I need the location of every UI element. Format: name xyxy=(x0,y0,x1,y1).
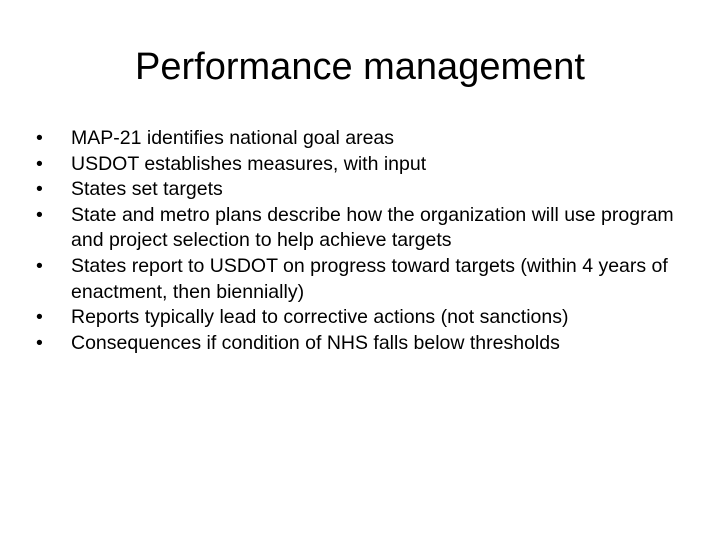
bullet-text: Reports typically lead to corrective actions (not sanctions) xyxy=(71,306,569,329)
bullet-text: States report to USDOT on progress toward targets (within 4 years of enactment, then biennially) xyxy=(71,254,668,303)
slide-title: Performance management xyxy=(135,46,585,88)
bullet-icon: • xyxy=(36,127,43,149)
list-item xyxy=(36,254,686,305)
bullet-text: Consequences if condition of NHS falls below thresholds xyxy=(71,331,560,354)
list-item xyxy=(36,203,686,254)
bullet-list xyxy=(36,126,686,356)
bullet-text: MAP-21 identifies national goal areas xyxy=(71,127,395,149)
bullet-icon: • xyxy=(36,178,43,201)
bullet-icon: • xyxy=(36,152,43,175)
list-item xyxy=(36,177,686,203)
list-item xyxy=(36,152,686,178)
bullet-text: State and metro plans describe how the organization will use program and project selection to help achieve targets xyxy=(71,203,674,252)
list-item xyxy=(36,331,686,357)
bullet-icon: • xyxy=(36,203,43,226)
list-item xyxy=(36,126,686,152)
bullet-text: States set targets xyxy=(71,178,223,201)
bullet-icon: • xyxy=(36,331,43,354)
bullet-icon: • xyxy=(36,254,43,277)
list-item xyxy=(36,305,686,331)
bullet-text: USDOT establishes measures, with input xyxy=(71,152,427,175)
bullet-icon: • xyxy=(36,306,43,329)
